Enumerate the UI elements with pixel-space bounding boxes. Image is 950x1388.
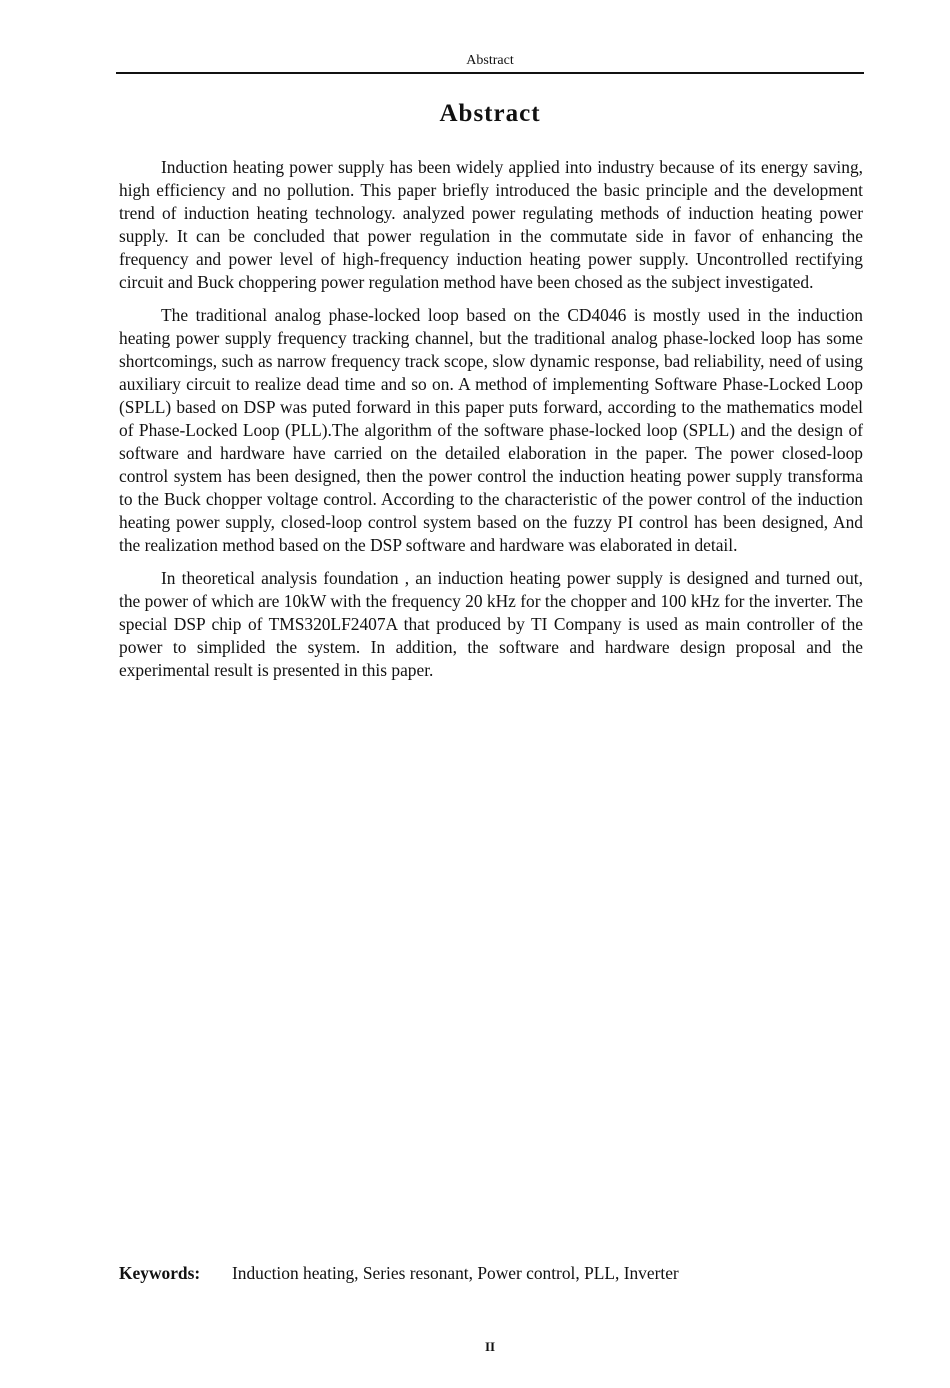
abstract-paragraph-1: Induction heating power supply has been widely applied into industry because of its energy saving, high efficiency and no pollution. This paper briefly introduced the basic principle and the development trend of induction heating technology. analyzed power regulating methods of induction heating power supply. It can be concluded that power regulation in the commutate side in favor of enhancing the frequency and power level of high-frequency induction heating power supply. Uncontrolled rectifying circuit and Buck choppering power regulation method have been chosed as the subject investigated. [119,157,863,292]
abstract-paragraph-2: The traditional analog phase-locked loop based on the CD4046 is mostly used in the induction heating power supply frequency tracking channel, but the traditional analog phase-locked loop has some shortcomings, such as narrow frequency track scope, slow dynamic response, bad reliability, need of using auxiliary circuit to realize dead time and so on. A method of implementing Software Phase-Locked Loop (SPLL) based on DSP was puted forward in this paper puts forward, according to the mathematics model of Phase-Locked Loop (PLL).The algorithm of the software phase-locked loop (SPLL) and the design of software and hardware have carried on the detailed elaboration in the paper. The power closed-loop control system has been designed, then the power control the induction heating power supply transforma to the Buck chopper voltage control. According to the characteristic of the power control of the induction heating power supply, closed-loop control system based on the fuzzy PI control has been designed, And the realization method based on the DSP software and hardware was elaborated in detail. [119,305,863,555]
abstract-paragraph-3: In theoretical analysis foundation , an induction heating power supply is designed and turned out, the power of which are 10kW with the frequency 20 kHz for the chopper and 100 kHz for the inverter. The special DSP chip of TMS320LF2407A that produced by TI Company is used as main controller of the power to simplided the system. In addition, the software and hardware design proposal and the experimental result is presented in this paper. [119,568,863,680]
keywords-value: Induction heating, Series resonant, Power control, PLL, Inverter [232,1263,679,1283]
keywords-line [119,1262,863,1285]
keywords-label: Keywords: [119,1263,201,1283]
abstract-title: Abstract [439,100,541,127]
running-header: Abstract [466,53,514,68]
page-number: II [484,1339,496,1354]
abstract-body [119,156,863,692]
header-divider [116,72,864,74]
